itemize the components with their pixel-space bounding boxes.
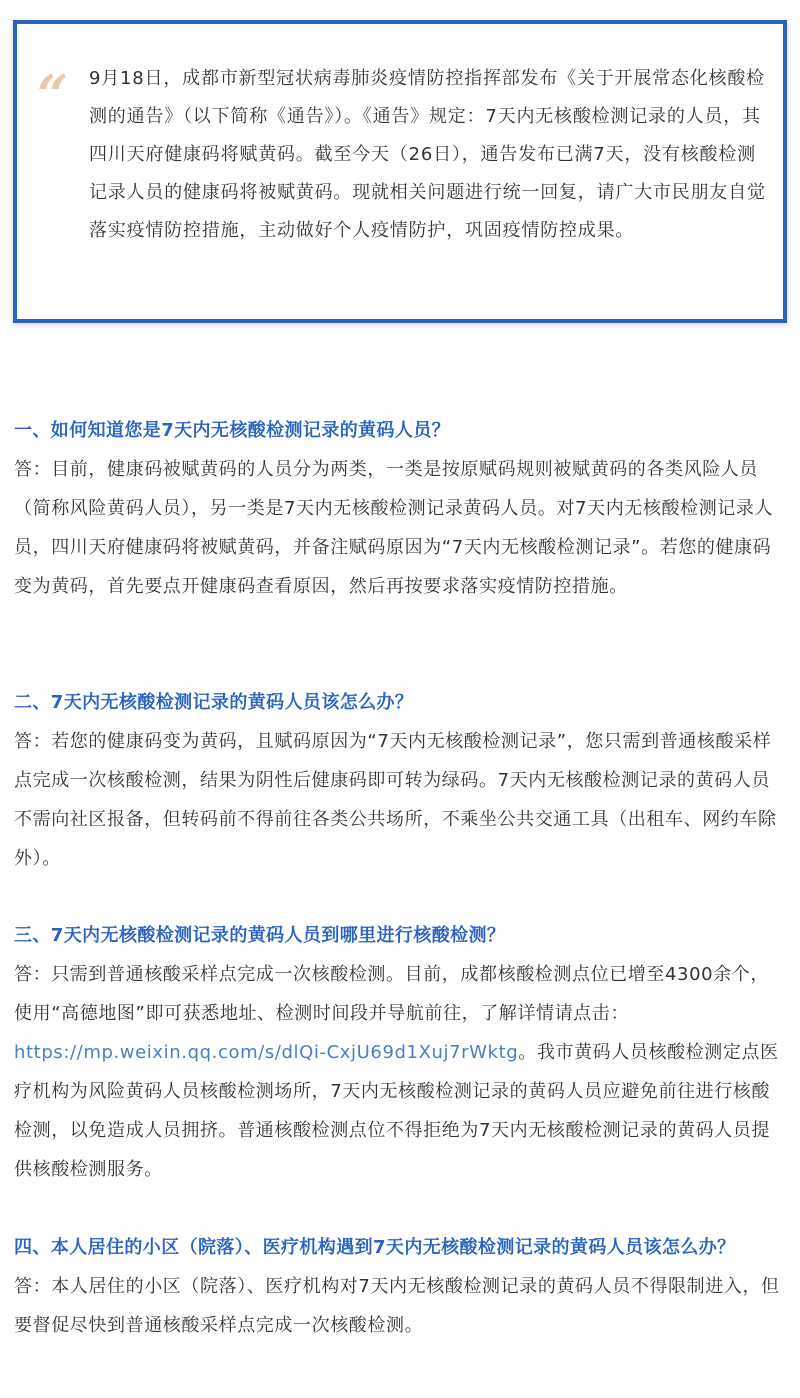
answer-text: 答：本人居住的小区（院落）、医疗机构对7天内无核酸检测记录的黄码人员不得限制进入，但要督促尽快到普通核酸采样点完成一次核酸检测。 [14, 1276, 780, 1336]
intro-quote-box [13, 20, 787, 323]
answer-text: 答：若您的健康码变为黄码，且赋码原因为“7天内无核酸检测记录”，您只需到普通核酸采样点完成一次核酸检测，结果为阴性后健康码即可转为绿码。7天内无核酸检测记录的黄码人员不需向社区报备，但转码前不得前往各类公共场所，不乘坐公共交通工具（出租车、网约车除外）。 [14, 731, 777, 869]
answer-paragraph [14, 955, 786, 1189]
answer-text: 答：目前，健康码被赋黄码的人员分为两类，一类是按原赋码规则被赋黄码的各类风险人员（简称风险黄码人员），另一类是7天内无核酸检测记录黄码人员。对7天内无核酸检测记录人员，四川天府健康码将被赋黄码，并备注赋码原因为“7天内无核酸检测记录”。若您的健康码变为黄码，首先要点开健康码查看原因，然后再按要求落实疫情防控措施。 [14, 459, 774, 597]
intro-text: 9月18日，成都市新型冠状病毒肺炎疫情防控指挥部发布《关于开展常态化核酸检测的通告》（以下简称《通告》）。《通告》规定：7天内无核酸检测记录的人员，其四川天府健康码将赋黄码。截至今天（26日），通告发布已满7天，没有核酸检测记录人员的健康码将被赋黄码。现就相关问题进行统一回复，请广大市民朋友自觉落实疫情防控措施，主动做好个人疫情防护，巩固疫情防控成果。 [89, 68, 766, 241]
qa-section-2 [14, 684, 786, 878]
quote-mark-icon: “ [37, 63, 69, 127]
answer-text-after-link: 。我市黄码人员核酸检测定点医疗机构为风险黄码人员核酸检测场所，7天内无核酸检测记录的黄码人员应避免前往进行核酸检测，以免造成人员拥挤。普通核酸检测点位不得拒绝为7天内无核酸检测记录的黄码人员提供核酸检测服务。 [14, 1042, 779, 1180]
question-heading: 二、7天内无核酸检测记录的黄码人员该怎么办？ [14, 692, 414, 713]
map-link[interactable]: https://mp.weixin.qq.com/s/dlQi-CxjU69d1Xuj7rWktg [14, 1042, 519, 1063]
question-heading: 四、本人居住的小区（院落）、医疗机构遇到7天内无核酸检测记录的黄码人员该怎么办？ [14, 1237, 736, 1258]
qa-section-3 [14, 917, 786, 1189]
answer-text-before-link: 答：只需到普通核酸采样点完成一次核酸检测。目前，成都核酸检测点位已增至4300余个，使用“高德地图”即可获悉地址、检测时间段并导航前往，了解详情请点击： [14, 964, 770, 1024]
qa-section-4 [14, 1229, 786, 1345]
qa-section-1 [14, 412, 786, 606]
question-heading: 三、7天内无核酸检测记录的黄码人员到哪里进行核酸检测？ [14, 925, 506, 946]
question-heading: 一、如何知道您是7天内无核酸检测记录的黄码人员？ [14, 420, 451, 441]
